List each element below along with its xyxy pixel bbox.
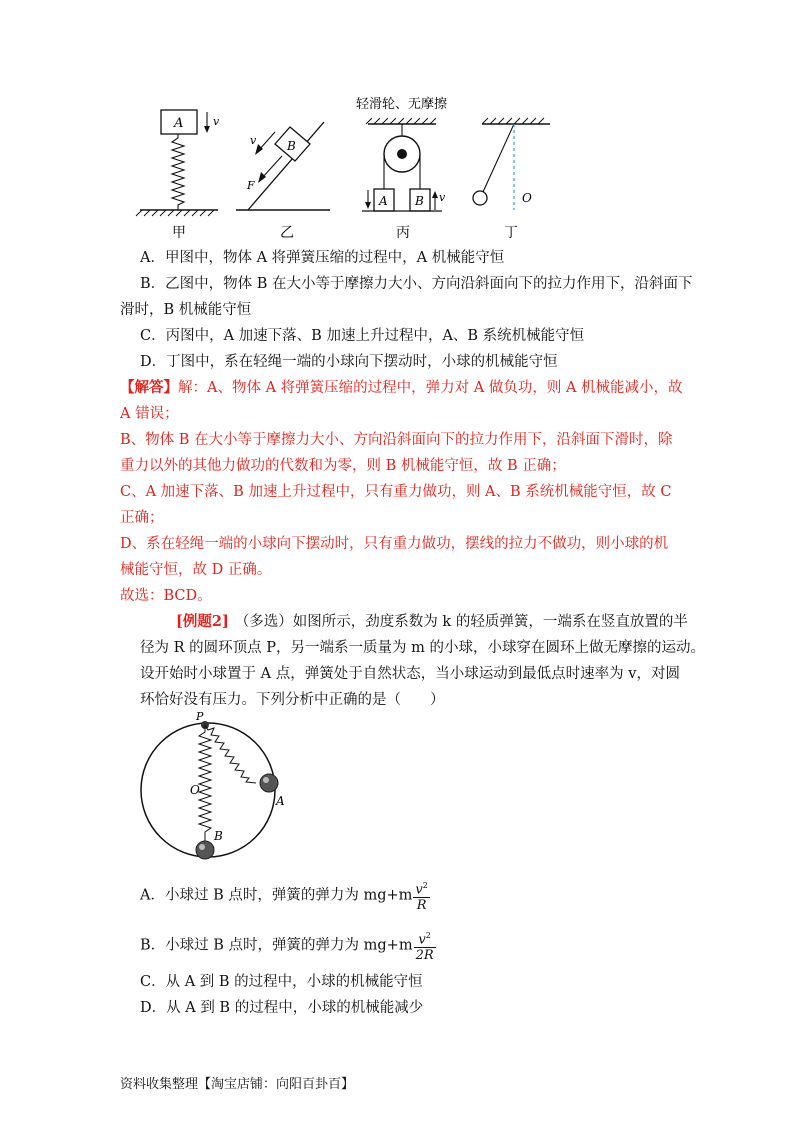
label-b-bing: B	[415, 194, 424, 208]
answer1-line-5: C、A 加速下落、B 加速上升过程中，只有重力做功，则 A、B 系统机械能守恒，故 C	[120, 484, 672, 500]
label-p: P	[196, 710, 204, 723]
q1-option-a: A．甲图中，物体 A 将弹簧压缩的过程中，A 机械能守恒	[140, 250, 505, 266]
caption-ding: 丁	[504, 225, 518, 241]
answer1-line-4: 重力以外的其他力做功的代数和为零，则 B 机械能守恒，故 B 正确；	[120, 458, 566, 474]
label-v-jia: v	[213, 115, 220, 128]
label-b-yi: B	[287, 139, 296, 153]
q1-option-c: C．丙图中，A 加速下落、B 加速上升过程中，A、B 系统机械能守恒	[140, 328, 585, 344]
label-o: O	[190, 783, 200, 797]
label-v-yi: v	[250, 134, 257, 147]
example2-label: [例题2]	[176, 613, 229, 630]
label-a-jia: A	[174, 116, 184, 131]
example2-line-2: 径为 R 的圆环顶点 P，另一端系一质量为 m 的小球，小球穿在圆环上做无摩擦的运动。	[140, 640, 705, 656]
label-f-yi: F	[247, 179, 255, 192]
q1-option-d: D．丁图中，系在轻绳一端的小球向下摆动时，小球的机械能守恒	[140, 354, 558, 370]
q2-option-a: A．小球过 B 点时，弹簧的弹力为 mg+m $\frac{v^2}{R}$	[140, 878, 430, 913]
answer1-line-1: 【解答】解：A、物体 A 将弹簧压缩的过程中，弹力对 A 做负功，则 A 机械能减小，故	[120, 379, 683, 396]
label-o-ding: O	[522, 191, 532, 205]
example2-line-3: 设开始时小球置于 A 点，弹簧处于自然状态，当小球运动到最低点时速率为 v，对圆	[140, 666, 680, 682]
label-a: A	[276, 794, 285, 808]
q2-option-d: D．从 A 到 B 的过程中，小球的机械能减少	[140, 1000, 424, 1016]
answer1-line-2: A 错误；	[120, 406, 179, 422]
answer1-conclusion: 故选：BCD。	[120, 588, 212, 604]
q1-option-b-cont: 滑时，B 机械能守恒	[120, 302, 252, 318]
q1-option-b: B．乙图中，物体 B 在大小等于摩擦力大小、方向沿斜面向下的拉力作用下，沿斜面下	[140, 276, 693, 292]
caption-jia: 甲	[172, 225, 186, 241]
label-v-bing: v	[439, 191, 446, 204]
figure-four-diagrams	[130, 92, 570, 242]
caption-bing: 丙	[396, 225, 410, 241]
diagram-ding	[473, 118, 550, 241]
answer1-line-6: 正确；	[120, 510, 164, 526]
footer-source: 资料收集整理【淘宝店铺：向阳百卦百】	[120, 1077, 355, 1092]
answer1-label: 【解答】	[120, 379, 178, 396]
fraction-v2-over-2r: $\frac{v^2}{2R}$	[414, 928, 436, 963]
q2-option-b: B．小球过 B 点时，弹簧的弹力为 mg+m $\frac{v^2}{2R}$	[140, 928, 436, 963]
answer1-line-8: 械能守恒，故 D 正确。	[120, 562, 272, 578]
caption-yi: 乙	[280, 225, 294, 241]
label-a-bing: A	[379, 194, 388, 208]
q2-option-c: C．从 A 到 B 的过程中，小球的机械能守恒	[140, 974, 423, 990]
example2-line-4: 环恰好没有压力。下列分析中正确的是（ ）	[140, 692, 445, 708]
example2-line-1: [例题2] （多选）如图所示，劲度系数为 k 的轻质弹簧，一端系在竖直放置的半	[176, 613, 688, 630]
diagram-jia	[136, 110, 220, 241]
label-b: B	[214, 829, 223, 843]
diagram-yi	[236, 122, 330, 241]
answer1-line-3: B、物体 B 在大小等于摩擦力大小、方向沿斜面向下的拉力作用下，沿斜面下滑时，除	[120, 432, 673, 448]
pulley-title: 轻滑轮、无摩擦	[356, 97, 448, 112]
diagram-bing	[356, 96, 447, 241]
fraction-v2-over-r: $\frac{v^2}{R}$	[413, 878, 429, 913]
answer1-line-7: D、系在轻绳一端的小球向下摆动时，只有重力做功，摆线的拉力不做功，则小球的机	[120, 536, 669, 552]
figure-ring-spring	[138, 708, 298, 868]
